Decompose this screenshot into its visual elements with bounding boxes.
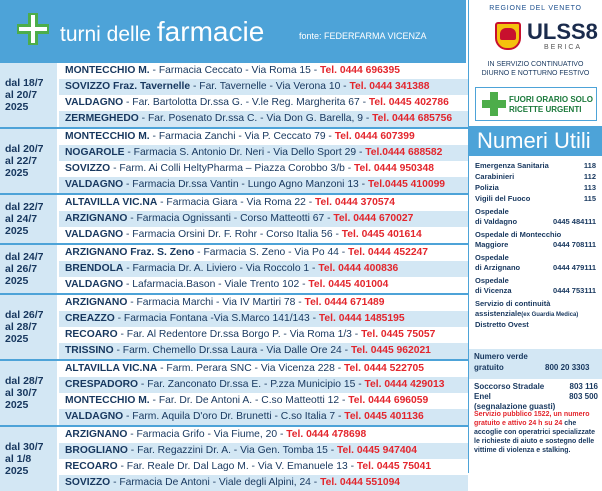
urgent-text: FUORI ORARIO SOLO RICETTE URGENTI: [509, 95, 593, 114]
pharmacy-details: - Far. Al Redentore Dr.ssa Borgo P. - Via Roma 1/3 -: [117, 329, 362, 340]
date-range: dal 30/7 al 1/8 2025: [0, 427, 59, 491]
useful-number: Emergenza Sanitaria 118: [475, 161, 596, 170]
pharmacy-row: [59, 227, 468, 243]
phone-number[interactable]: Tel. 0445 402786: [368, 97, 449, 108]
ulss-logo: ULSS8: [527, 19, 598, 44]
phone-number[interactable]: Tel.0445 410099: [367, 179, 446, 190]
pharmacy-details: - Farm. Ai Colli HeltyPharma – Piazza Corobbo 3/b -: [110, 163, 354, 174]
date-range: dal 24/7 al 26/7 2025: [0, 245, 59, 293]
pharmacy-schedule-table: [0, 63, 468, 491]
town: SOVIZZO: [65, 477, 111, 488]
pharmacy-row: [59, 277, 468, 293]
phone-number[interactable]: Tel. 0444 452247: [348, 247, 429, 258]
pharmacy-details: - Farmacia Dr.ssa Vantin - Lungo Agno Manzoni 13 -: [123, 179, 368, 190]
lion-icon: [500, 28, 516, 40]
town: BROGLIANO: [65, 445, 128, 456]
pharmacy-details: - Far. Bartolotta Dr.ssa G. - V.le Reg. Margherita 67 -: [123, 97, 369, 108]
useful-number: Carabinieri 112: [475, 172, 596, 181]
pharmacy-details: - Farm. Aquila D'oro Dr. Brunetti - C.so Italia 7 -: [123, 411, 345, 422]
useful-number: Vigili del Fuoco 115: [475, 194, 596, 203]
service-1522-info: Servizio pubblico 1522, un numero gratuito e attivo 24 h su 24 che accoglie con operatrici specializzate le richieste di aiuto e sostegno delle vittime di violenza e stalking.: [474, 411, 595, 454]
phone-number[interactable]: Tel. 0445 947404: [337, 445, 417, 456]
pharmacy-details: - Farmacia Ceccato - Via Roma 15 -: [149, 65, 321, 76]
pharmacy-row: [59, 95, 468, 111]
date-group: [0, 359, 468, 425]
pharmacy-row: [59, 79, 468, 95]
urgent-box: [475, 87, 597, 121]
town: SOVIZZO Fraz. Tavernelle: [65, 81, 191, 92]
phone-number[interactable]: Tel. 0444 685756: [372, 113, 453, 124]
date-range: dal 28/7 al 30/7 2025: [0, 361, 59, 425]
pharmacy-cross-icon: [17, 13, 49, 45]
date-range: dal 26/7 al 28/7 2025: [0, 295, 59, 359]
phone-number[interactable]: Tel. 0445 962021: [350, 345, 431, 356]
town: ZERMEGHEDO: [65, 113, 139, 124]
berica-label: BERICA: [544, 44, 583, 51]
date-group: [0, 293, 468, 359]
assistance-number: Enel 803 500: [474, 392, 598, 401]
pharmacy-details: - Farmacia S. Zeno - Via Po 44 -: [194, 247, 349, 258]
hospital-number: Ospedale: [475, 276, 509, 285]
hospital-number: Ospedale: [475, 253, 509, 262]
pharmacy-details: - Farmacia Dr. A. Liviero - Via Roccolo 1 -: [123, 263, 319, 274]
toll-free-box: Numero verde gratuito 800 20 3303: [469, 349, 602, 379]
pharmacy-details: - Far. Reale Dr. Dal Lago M. - Via V. Emanuele 13 -: [117, 461, 357, 472]
date-range: dal 22/7 al 24/7 2025: [0, 195, 59, 243]
pharmacy-row: [59, 311, 468, 327]
pharmacy-row: [59, 295, 468, 311]
date-group: [0, 63, 468, 127]
phone-number[interactable]: Tel. 0444 950348: [354, 163, 434, 174]
pharmacy-row: [59, 63, 468, 79]
pharmacy-row: [59, 145, 468, 161]
town: ARZIGNANO: [65, 429, 128, 440]
region-label: REGIONE DEL VENETO: [489, 5, 582, 12]
town: VALDAGNO: [65, 179, 124, 190]
town: ARZIGNANO: [65, 213, 128, 224]
pharmacy-details: - Farm. Perara SNC - Via Vicenza 228 -: [157, 363, 345, 374]
pharmacy-row: [59, 111, 468, 127]
pharmacy-row: [59, 361, 468, 377]
phone-number[interactable]: Tel. 0444 478698: [286, 429, 367, 440]
source-label: fonte: FEDERFARMA VICENZA: [299, 31, 427, 41]
pharmacy-details: - Farmacia Grifo - Via Fiume, 20 -: [127, 429, 287, 440]
phone-number[interactable]: Tel. 0444 696395: [320, 65, 400, 76]
pharmacy-row: [59, 459, 468, 475]
phone-number[interactable]: Tel. 0444 522705: [344, 363, 424, 374]
town: VALDAGNO: [65, 97, 124, 108]
town: ALTAVILLA VIC.NA: [65, 197, 158, 208]
hospital-number: Ospedale: [475, 207, 509, 216]
pharmacy-row: [59, 261, 468, 277]
enel-note: (segnalazione guasti): [474, 402, 556, 411]
pharmacy-row: [59, 327, 468, 343]
town: CREAZZO: [65, 313, 115, 324]
pharmacy-details: - Lafarmacia.Bason - Viale Trento 102 -: [123, 279, 309, 290]
pharmacy-row: [59, 161, 468, 177]
town: TRISSINO: [65, 345, 114, 356]
town: VALDAGNO: [65, 229, 124, 240]
pharmacy-details: - Far. Posenato Dr.ssa C. - Via Don G. Barella, 9 -: [138, 113, 373, 124]
pharmacy-row: [59, 245, 468, 261]
pharmacy-details: - Farmacia Marchi - Via IV Martiri 78 -: [127, 297, 305, 308]
phone-number[interactable]: Tel. 0444 671489: [304, 297, 385, 308]
town: MONTECCHIO M.: [65, 395, 150, 406]
phone-number[interactable]: Tel. 0444 670027: [333, 213, 414, 224]
phone-number[interactable]: Tel. 0444 429013: [364, 379, 445, 390]
date-range: dal 18/7 al 20/7 2025: [0, 63, 59, 127]
pharmacy-details: - Farmacia Orsini Dr. F. Rohr - Corso Italia 56 -: [123, 229, 342, 240]
useful-number: Polizia 113: [475, 183, 596, 192]
pharmacy-row: [59, 409, 468, 425]
pharmacy-details: - Farm. Chemello Dr.ssa Laura - Via Dalle Ore 24 -: [113, 345, 351, 356]
info-sidebar: [468, 0, 601, 473]
pharmacy-row: [59, 129, 468, 145]
pharmacy-row: [59, 177, 468, 193]
pharmacy-row: [59, 377, 468, 393]
phone-number[interactable]: Tel. 0444 696059: [348, 395, 429, 406]
page-title: turni delle farmacie: [60, 16, 265, 47]
phone-number[interactable]: Tel. 0444 370574: [315, 197, 395, 208]
phone-number[interactable]: Tel.0444 688582: [365, 147, 443, 158]
pharmacy-details: - Far. Zanconato Dr.ssa E. - P.zza Municipio 15 -: [138, 379, 365, 390]
pharmacy-details: - Farmacia Fontana -Via S.Marco 141/143 -: [114, 313, 319, 324]
continuity-service: Servizio di continuità assistenziale(ex Guardia Medica) Distretto Ovest: [475, 299, 579, 329]
pharmacy-details: - Farmacia S. Antonio Dr. Neri - Via Dello Sport 29 -: [124, 147, 366, 158]
pharmacy-details: - Farmacia Giara - Via Roma 22 -: [157, 197, 316, 208]
hospital-number: Ospedale di Montecchio: [475, 230, 562, 239]
pharmacy-row: [59, 475, 468, 491]
phone-number[interactable]: Tel. 0444 1485195: [318, 313, 405, 324]
pharmacy-row: [59, 343, 468, 359]
phone-number[interactable]: Tel. 0445 401614: [341, 229, 422, 240]
town: ARZIGNANO: [65, 297, 128, 308]
town: VALDAGNO: [65, 279, 124, 290]
town: MONTECCHIO M.: [65, 131, 150, 142]
town: BRENDOLA: [65, 263, 124, 274]
town: MONTECCHIO M.: [65, 65, 150, 76]
date-range: dal 20/7 al 22/7 2025: [0, 129, 59, 193]
phone-number[interactable]: Tel. 0444 607399: [334, 131, 415, 142]
pharmacy-details: - Farmacia De Antoni - Viale degli Alpini, 24 -: [110, 477, 321, 488]
town: ARZIGNANO Fraz. S. Zeno: [65, 247, 195, 258]
town: VALDAGNO: [65, 411, 124, 422]
pharmacy-details: - Farmacia Zanchi - Via P. Ceccato 79 -: [149, 131, 335, 142]
useful-numbers-list: Emergenza Sanitaria 118 Carabinieri 112 Polizia 113 Vigili del Fuoco 115 Ospedale di Valdagno 0445 484111 Ospedale di Montecchio Maggiore 0444 708111 Ospedale di Arzignano 0444 479111 Ospedale di Vicenza 0444 753111 Servizio di continuità assistenziale(ex Guardia Medica) Distretto Ovest: [469, 160, 602, 330]
assistance-number: Soccorso Stradale 803 116: [474, 382, 598, 391]
phone-number[interactable]: Tel. 0445 401136: [344, 411, 424, 422]
town: RECOARO: [65, 461, 118, 472]
date-group: [0, 243, 468, 293]
service-note: IN SERVIZIO CONTINUATIVO DIURNO E NOTTURNO FESTIVO: [481, 61, 590, 77]
pharmacy-row: [59, 195, 468, 211]
town: RECOARO: [65, 329, 118, 340]
town: NOGAROLE: [65, 147, 125, 158]
pharmacy-row: [59, 211, 468, 227]
pharmacy-row: [59, 393, 468, 409]
town: SOVIZZO: [65, 163, 111, 174]
phone-number[interactable]: Tel. 0445 75041: [356, 461, 432, 472]
date-group: [0, 193, 468, 243]
pharmacy-row: [59, 443, 468, 459]
header-banner: [0, 0, 466, 63]
pharmacy-details: - Far. Regazzini Dr. A. - Via Gen. Tomba 15 -: [127, 445, 338, 456]
phone-number[interactable]: Tel. 0444 551094: [320, 477, 401, 488]
assistance-numbers: [474, 382, 598, 412]
phone-number[interactable]: Tel. 0444 400836: [318, 263, 399, 274]
phone-number[interactable]: Tel. 0445 401004: [308, 279, 389, 290]
pharmacy-row: [59, 427, 468, 443]
town: CRESPADORO: [65, 379, 139, 390]
pharmacy-details: - Far. Dr. De Antoni A. - C.so Matteotti 12 -: [149, 395, 349, 406]
phone-number[interactable]: Tel. 0445 75057: [361, 329, 436, 340]
numbers-title: Numeri Utili: [469, 126, 602, 156]
town: ALTAVILLA VIC.NA: [65, 363, 158, 374]
date-group: [0, 425, 468, 491]
date-group: [0, 127, 468, 193]
pharmacy-cross-icon: [482, 92, 506, 116]
phone-number[interactable]: Tel. 0444 341388: [349, 81, 430, 92]
pharmacy-details: - Far. Tavernelle - Via Verona 10 -: [190, 81, 350, 92]
pharmacy-details: - Farmacia Ognissanti - Corso Matteotti 67 -: [127, 213, 334, 224]
